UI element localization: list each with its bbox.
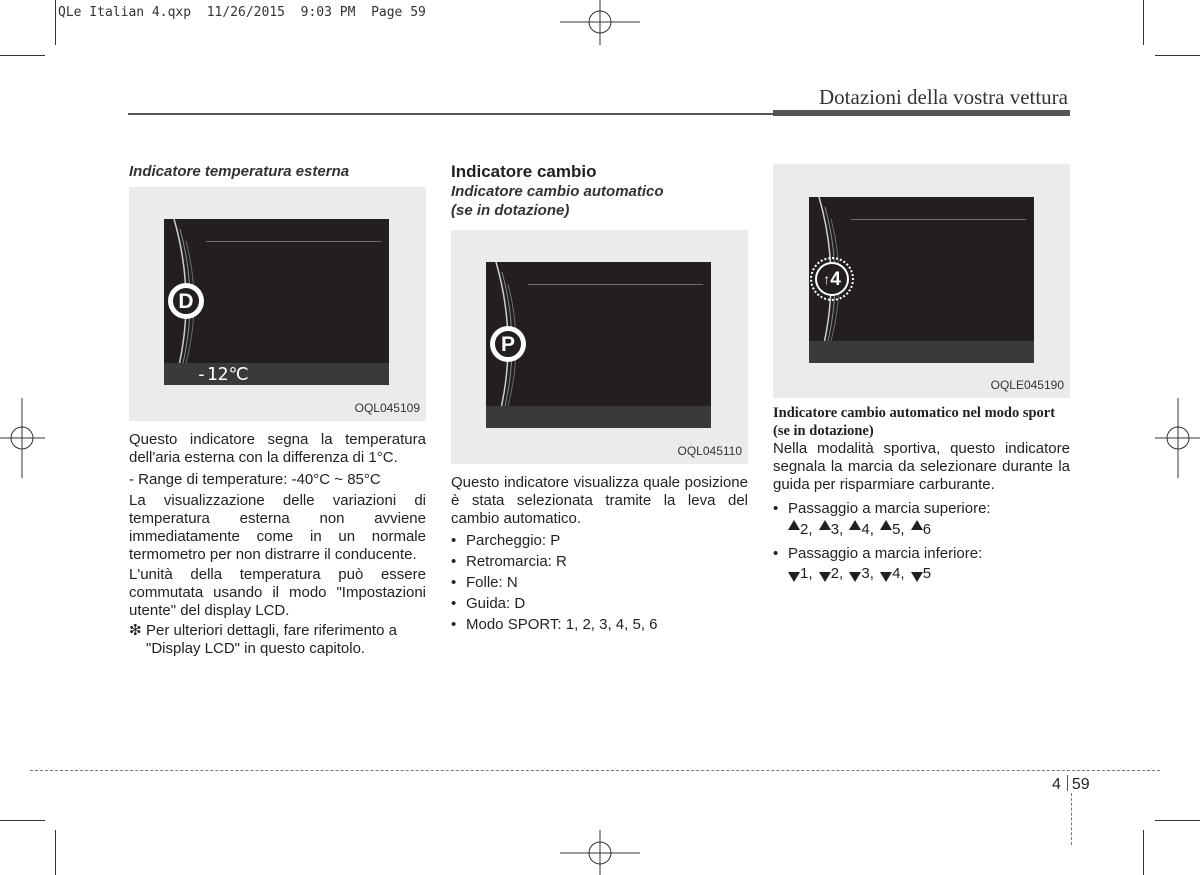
shift-list	[773, 500, 1070, 583]
triangle-down-icon	[880, 572, 892, 582]
crop-mark	[0, 55, 45, 56]
page-number-separator	[1067, 775, 1068, 791]
paragraph: - Range di temperature: -40°C ~ 85°C	[129, 471, 381, 488]
display-bottom-bar	[809, 341, 1034, 363]
triangle-up-icon	[849, 520, 861, 530]
gear-indicator: D	[168, 283, 204, 319]
section-title: Dotazioni della vostra vettura	[819, 85, 1068, 109]
gear-positions-list	[451, 532, 748, 634]
figure-gear-p	[451, 230, 748, 464]
display-bottom-bar	[486, 406, 711, 428]
column-outside-temperature	[129, 162, 426, 658]
cluster-display	[809, 197, 1034, 363]
registration-mark-left	[0, 398, 45, 478]
registration-mark-top	[560, 0, 640, 45]
list-item: • Modo SPORT: 1, 2, 3, 4, 5, 6	[451, 616, 748, 634]
crop-mark	[1155, 55, 1200, 56]
figure-outside-temp	[129, 187, 426, 421]
display-divider	[206, 241, 381, 242]
gear-indicator: P	[490, 326, 526, 362]
subheading-optional: (se in dotazione)	[451, 202, 570, 219]
note-text: Per ulteriori dettagli, fare riferimento a "Display LCD" in questo capitolo.	[146, 622, 397, 657]
crop-mark	[1143, 0, 1144, 45]
list-item: • Folle: N	[451, 574, 748, 592]
figure-caption: OQLE045190	[990, 378, 1064, 392]
triangle-down-icon	[911, 572, 923, 582]
triangle-up-icon	[911, 520, 923, 530]
paragraph: L'unità della temperatura può essere commutata usando il modo "Impostazioni utente" del display LCD.	[129, 566, 426, 619]
crop-mark	[55, 830, 56, 875]
triangle-down-icon	[788, 572, 800, 582]
subheading-outside-temp: Indicatore temperatura esterna	[129, 163, 350, 180]
shift-up-indicator	[810, 257, 854, 301]
registration-mark-bottom	[560, 830, 640, 875]
list-item: • Guida: D	[451, 595, 748, 613]
figure-sport-gear	[773, 164, 1070, 398]
page-number-value: 59	[1071, 776, 1090, 793]
note-mark-icon: ❇	[129, 622, 142, 639]
cluster-display	[486, 262, 711, 428]
registration-mark-right	[1155, 398, 1200, 478]
list-item: • Retromarcia: R	[451, 553, 748, 571]
heading-gear-indicator: Indicatore cambio	[451, 162, 597, 181]
page-number	[1052, 775, 1090, 794]
subheading-auto: Indicatore cambio automatico	[451, 183, 664, 200]
footer-dashed-rule	[30, 770, 1160, 771]
crop-mark	[0, 820, 45, 821]
bold-heading: Indicatore cambio automatico nel modo sport (se in dotazione)	[773, 405, 1056, 439]
figure-caption: OQL045110	[677, 444, 742, 458]
list-item-upshift: • Passaggio a marcia superiore: 2, 3, 4, 5, 6	[773, 500, 1070, 539]
upshift-gears: 2, 3, 4, 5, 6	[788, 520, 1070, 539]
triangle-up-icon	[880, 520, 892, 530]
triangle-down-icon	[819, 572, 831, 582]
downshift-gears: 1, 2, 3, 4, 5	[788, 565, 1070, 583]
header-rule	[128, 113, 776, 115]
cluster-display	[164, 219, 389, 385]
paragraph: Questo indicatore segna la temperatura dell'aria esterna con la differenza di 1°C.	[129, 431, 426, 466]
display-divider	[851, 219, 1026, 220]
list-item-downshift: • Passaggio a marcia inferiore: 1, 2, 3, 4, 5	[773, 545, 1070, 583]
footer-dashed-vertical	[1071, 793, 1072, 845]
paragraph: Questo indicatore visualizza quale posizione è stata selezionata tramite la leva del cambio automatico.	[451, 474, 748, 527]
print-slug: QLe Italian 4.qxp 11/26/2015 9:03 PM Page 59	[58, 5, 426, 20]
paragraph: Nella modalità sportiva, questo indicatore segnala la marcia da selezionare durante la guida per risparmiare carburante.	[773, 440, 1070, 493]
paragraph: La visualizzazione delle variazioni di temperatura esterna non avviene immediatamente come in un normale termometro per non distrarre il conducente.	[129, 492, 426, 563]
triangle-up-icon	[788, 520, 800, 530]
crop-mark	[1155, 820, 1200, 821]
header-rule-thick	[773, 110, 1070, 116]
chapter-number: 4	[1052, 776, 1061, 793]
figure-caption: OQL045109	[354, 401, 420, 415]
crop-mark	[1143, 830, 1144, 875]
triangle-up-icon	[819, 520, 831, 530]
column-sport-mode	[773, 164, 1070, 586]
display-divider	[528, 284, 703, 285]
triangle-down-icon	[849, 572, 861, 582]
arrow-up-icon: ↑	[823, 271, 831, 287]
crop-mark	[55, 0, 56, 45]
recommended-gear: 4	[830, 268, 841, 290]
column-gear-indicator	[451, 162, 748, 637]
list-item: • Parcheggio: P	[451, 532, 748, 550]
note	[129, 622, 426, 658]
outside-temp-readout: -12℃	[196, 364, 249, 385]
